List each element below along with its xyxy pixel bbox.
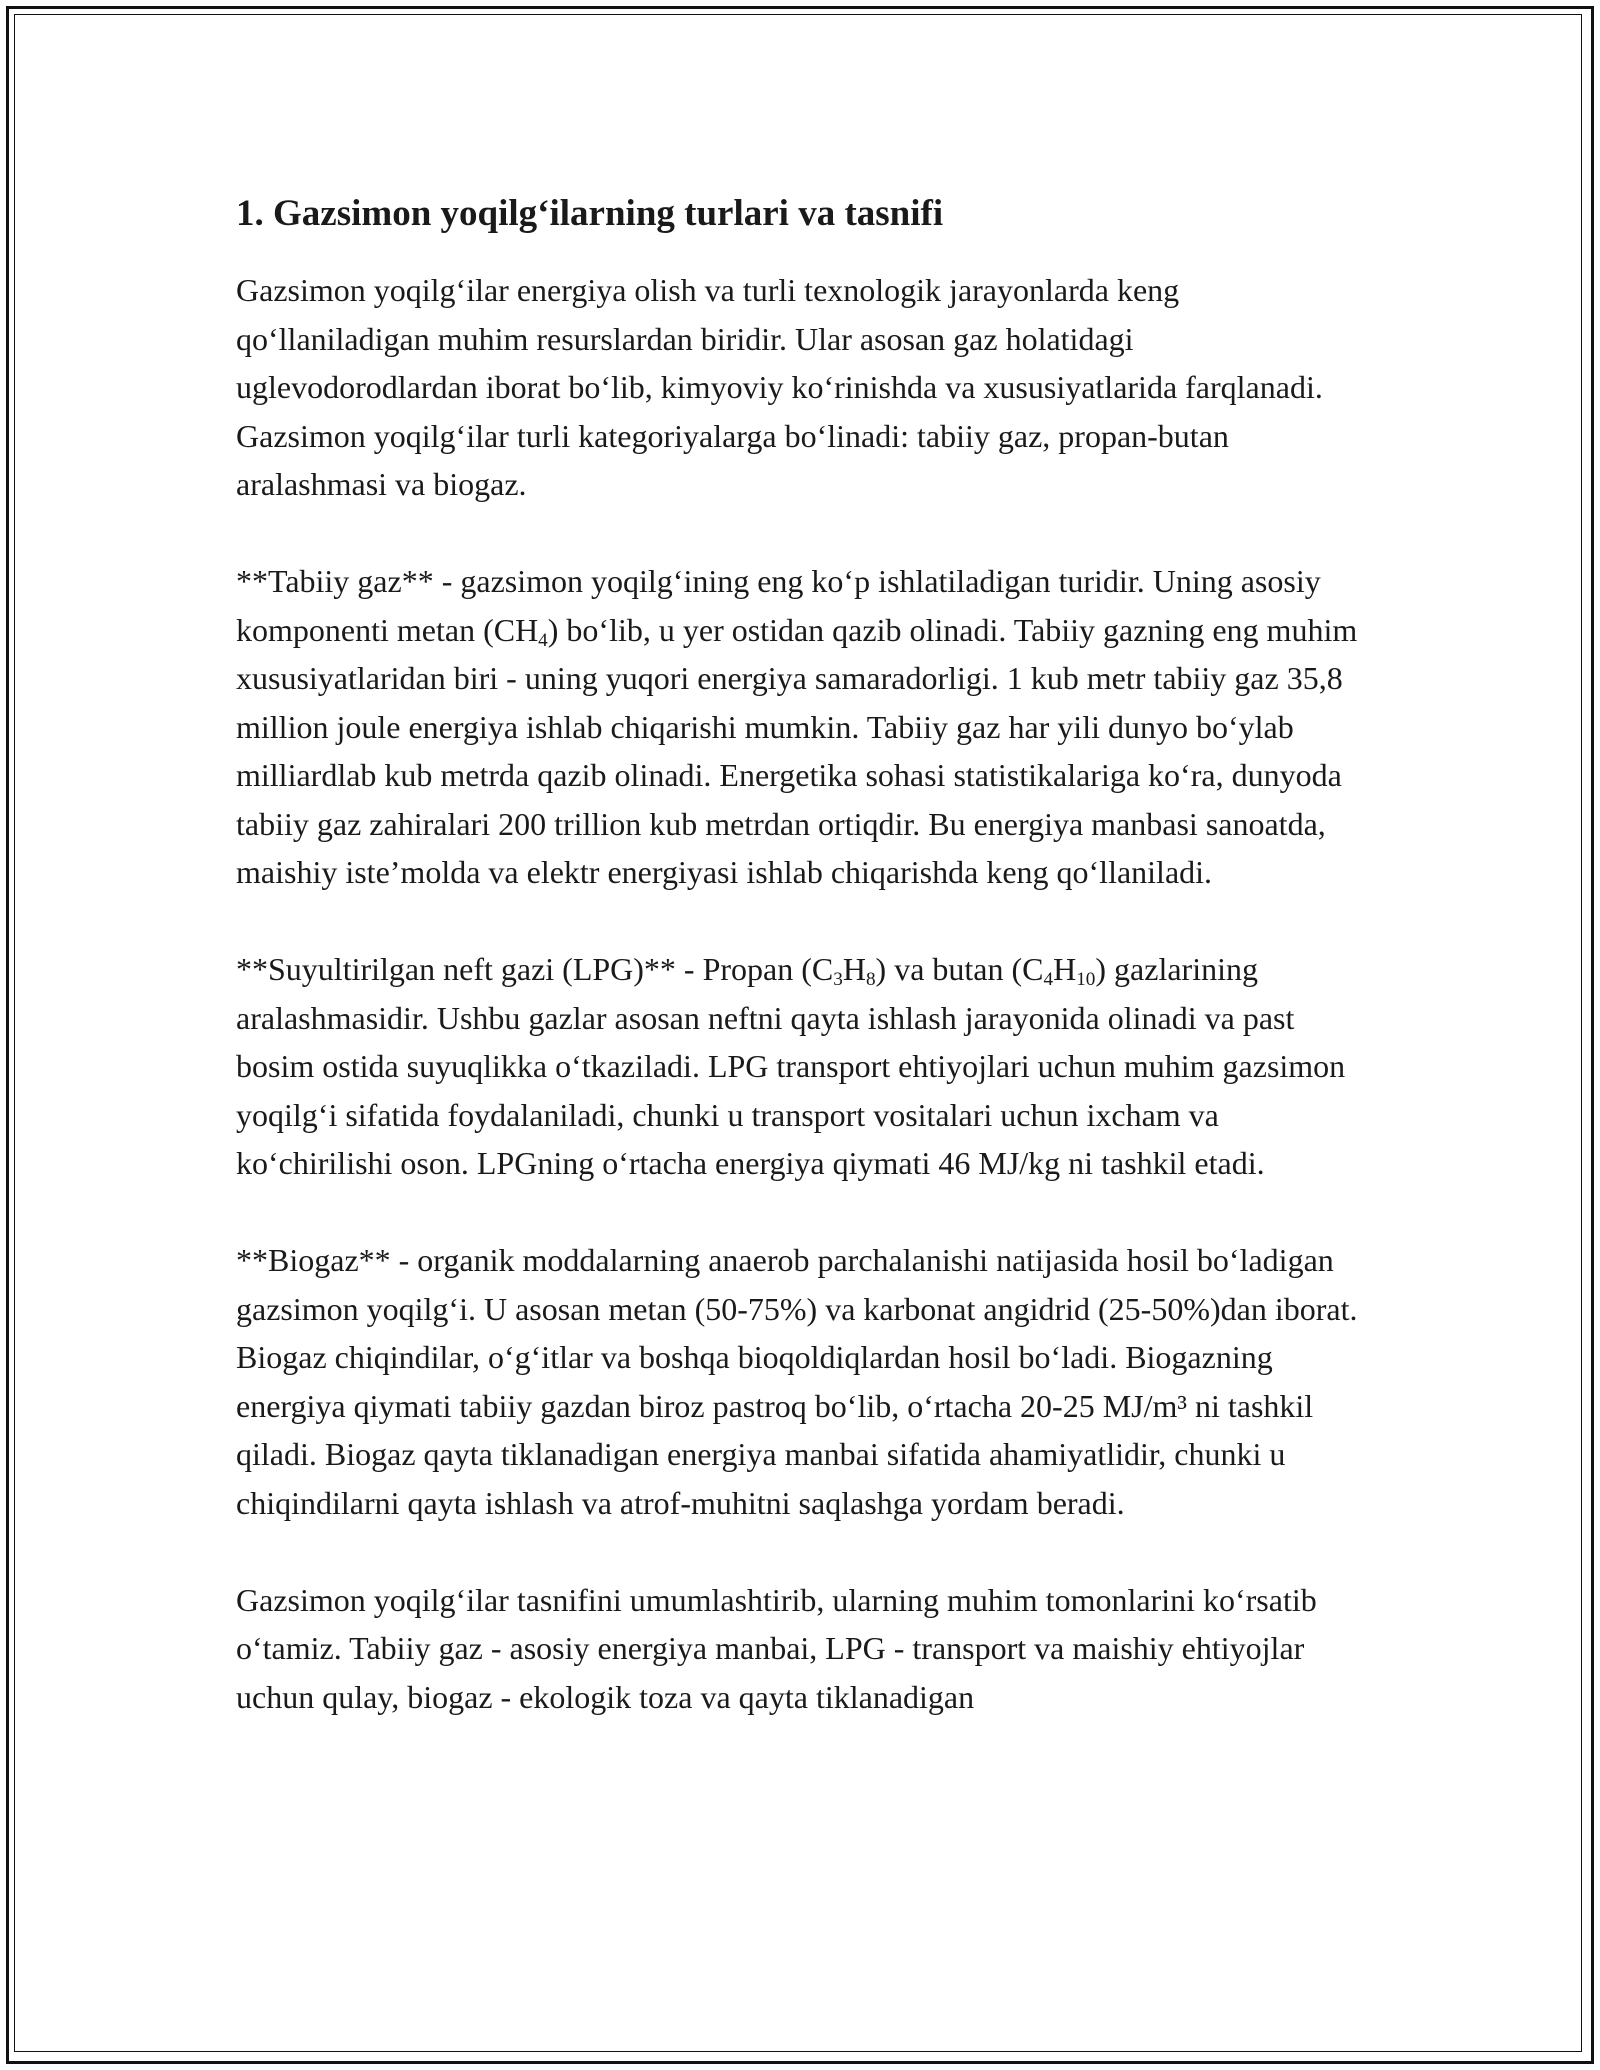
- lpg-text-c: ) va butan (C: [875, 951, 1044, 987]
- natural-gas-text-b: ) bo‘lib, u yer ostidan qazib olinadi. Tabiiy gazning eng muhim xususiyatlaridan biri - uning yuqori energiya samaradorligi. 1 kub metr tabiiy gaz 35,8 million joule energiya ishlab chiqarishi mumkin. Tabiiy gaz har yili dunyo bo‘ylab milliardlab kub metrda qazib olinadi. Energetika sohasi statistikalariga ko‘ra, dunyoda tabiiy gaz zahiralari 200 trillion kub metrdan ortiqdir. Bu energiya manbasi sanoatda, maishiy iste’molda va elektr energiyasi ishlab chiqarishda keng qo‘llaniladi.: [236, 611, 1358, 890]
- biogas-paragraph: **Biogaz** - organik moddalarning anaerob parchalanishi natijasida hosil bo‘ladigan gazsimon yoqilg‘i. U asosan metan (50-75%) va karbonat angidrid (25-50%)dan iborat. Biogaz chiqindilar, o‘g‘itlar va boshqa bioqoldiqlardan hosil bo‘ladi. Biogazning energiya qiymati tabiiy gazdan biroz pastroq bo‘lib, o‘rtacha 20-25 MJ/m³ ni tashkil qiladi. Biogaz qayta tiklanadigan energiya manbai sifatida ahamiyatlidir, chunki u chiqindilarni qayta ishlash va atrof-muhitni saqlashga yordam beradi.: [236, 1242, 1358, 1521]
- subscript: 4: [1043, 968, 1054, 990]
- lpg-text-d: H: [1053, 951, 1077, 987]
- lpg-text-a: **Suyultirilgan neft gazi (LPG)** - Propan (C: [236, 951, 834, 987]
- natural-gas-paragraph: [236, 557, 1376, 897]
- document-body: [236, 186, 1376, 1770]
- lpg-paragraph: [236, 945, 1376, 1188]
- section-heading: 1. Gazsimon yoqilg‘ilarning turlari va tasnifi: [236, 193, 944, 234]
- intro-paragraph: Gazsimon yoqilg‘ilar energiya olish va turli texnologik jarayonlarda keng qo‘llaniladigan muhim resurslardan biridir. Ular asosan gaz holatidagi uglevodorodlardan iborat bo‘lib, kimyoviy ko‘rinishda va xususiyatlarida farqlanadi. Gazsimon yoqilg‘ilar turli kategoriyalarga bo‘linadi: tabiiy gaz, propan-butan aralashmasi va biogaz.: [236, 272, 1323, 502]
- lpg-text-b: H: [842, 951, 866, 987]
- lpg-text-e: ) gazlarining aralashmasidir. Ushbu gazlar asosan neftni qayta ishlash jarayonida olinadi va past bosim ostida suyuqlikka o‘tkaziladi. LPG transport ehtiyojlari uchun muhim gazsimon yoqilg‘i sifatida foydalaniladi, chunki u transport vositalari uchun ixcham va ko‘chirilishi oson. LPGning o‘rtacha energiya qiymati 46 MJ/kg ni tashkil etadi.: [236, 951, 1346, 1181]
- subscript: 4: [538, 629, 548, 651]
- subscript: 8: [865, 968, 876, 990]
- subscript: 10: [1076, 968, 1096, 990]
- subscript: 3: [833, 968, 843, 990]
- summary-paragraph: Gazsimon yoqilg‘ilar tasnifini umumlashtirib, ularning muhim tomonlarini ko‘rsatib o‘tamiz. Tabiiy gaz - asosiy energiya manbai, LPG - transport va maishiy ehtiyojlar uchun qulay, biogaz - ekologik toza va qayta tiklanadigan: [236, 1581, 1317, 1715]
- natural-gas-text-a: **Tabiiy gaz** - gazsimon yoqilg‘ining eng ko‘p ishlatiladigan turidir. Uning asosiy komponenti metan (CH: [236, 563, 1321, 648]
